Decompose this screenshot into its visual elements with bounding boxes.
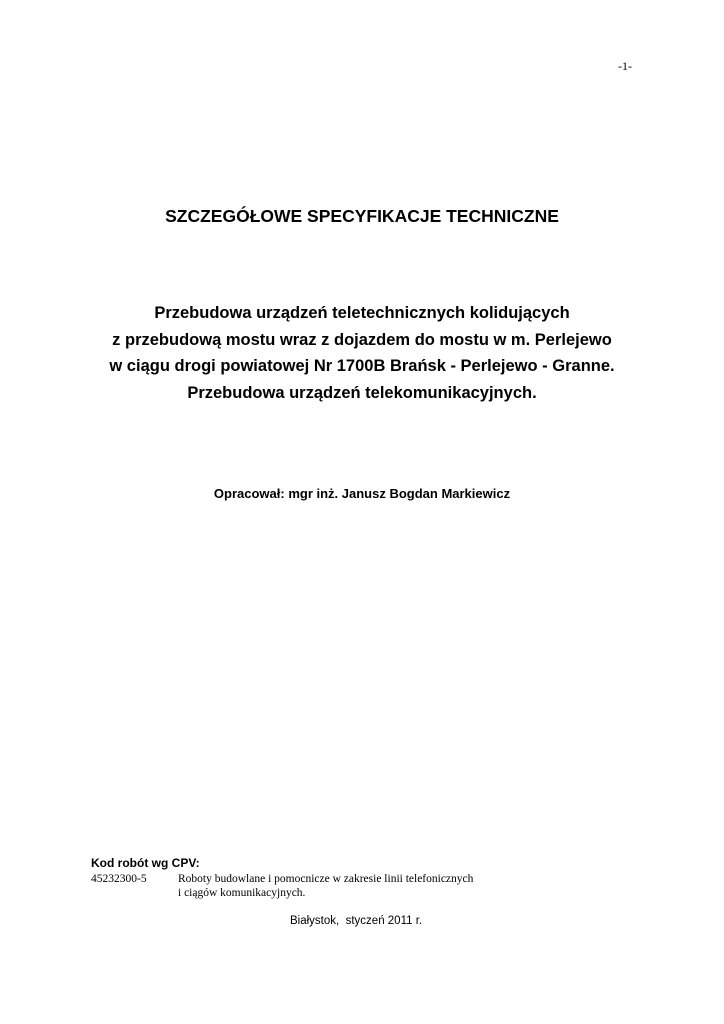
cpv-code: 45232300-5: [91, 873, 147, 885]
author-line: Opracował: mgr inż. Janusz Bogdan Markiewicz: [213, 486, 511, 501]
subtitle-line: w ciągu drogi powiatowej Nr 1700B Brańsk - Perlejewo - Granne.: [109, 357, 615, 375]
subtitle-line: Przebudowa urządzeń telekomunikacyjnych.: [187, 383, 537, 402]
place-and-date: Białystok, styczeń 2011 r.: [290, 915, 423, 927]
cpv-description: [178, 872, 538, 900]
document-title: SZCZEGÓŁOWE SPECYFIKACJE TECHNICZNE: [165, 206, 559, 226]
subtitle-line: Przebudowa urządzeń teletechnicznych kolidujących: [154, 304, 570, 322]
document-subtitle: [0, 300, 724, 406]
cpv-description-line: i ciągów komunikacyjnych.: [178, 887, 306, 899]
subtitle-line: z przebudową mostu wraz z dojazdem do mostu w m. Perlejewo: [112, 330, 612, 349]
cpv-description-line: Roboty budowlane i pomocnicze w zakresie linii telefonicznych: [178, 873, 474, 885]
page-number: -1-: [618, 59, 632, 73]
cpv-heading: Kod robót wg CPV:: [91, 856, 200, 870]
